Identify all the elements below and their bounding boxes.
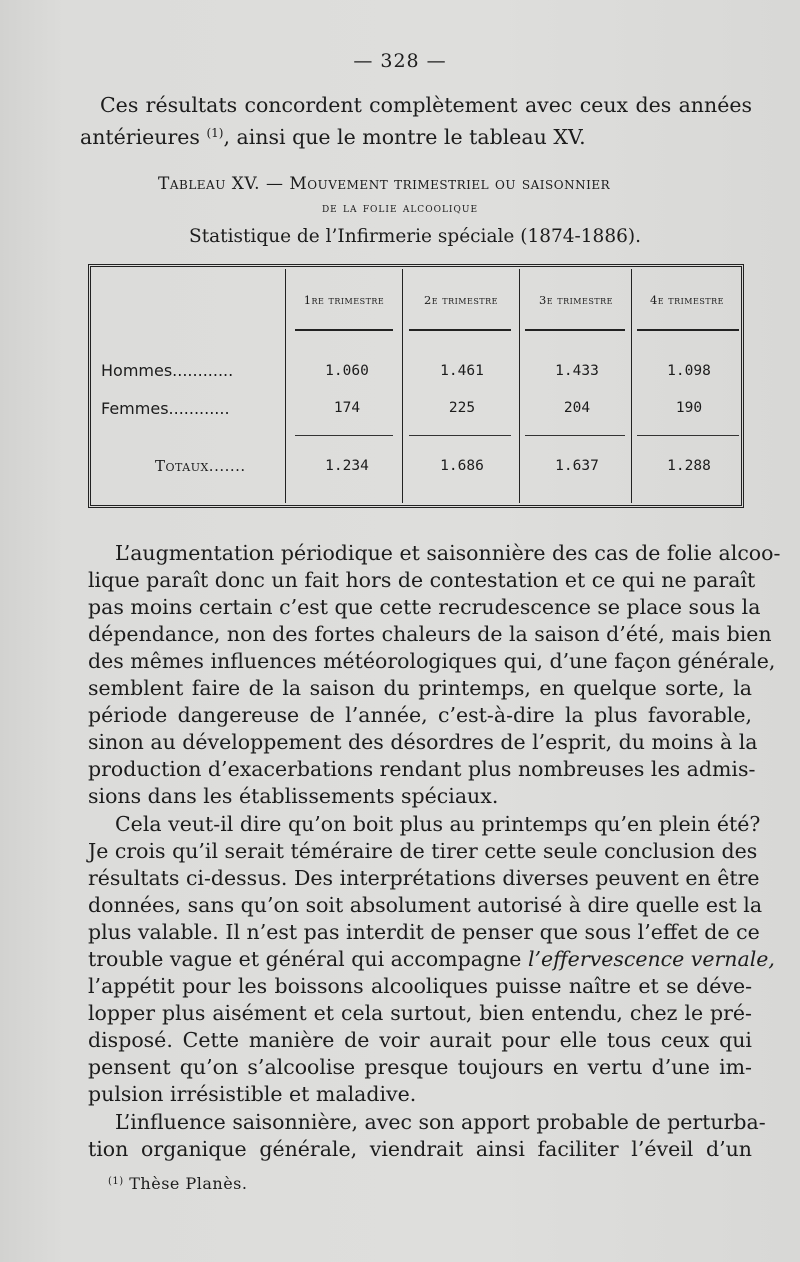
row-label-totaux: Totaux.......: [155, 457, 246, 475]
cell-femmes-t4: 190: [675, 400, 703, 416]
paragraph-1-line: pas moins certain c’est que cette recrudescence se place sous la: [88, 595, 761, 619]
table-caption: [158, 174, 678, 194]
cell-totaux-t1: 1.234: [325, 458, 369, 474]
footnote-mark: (1): [108, 1176, 124, 1187]
header-trimestre-4: 4e trimestre: [649, 293, 725, 307]
paragraph-3-line: L’influence saisonnière, avec son apport probable de perturba-: [115, 1110, 766, 1134]
paragraph-2-line: disposé. Cette manière de voir aurait pour elle tous ceux qui: [88, 1028, 752, 1052]
header-trimestre-3: 3e trimestre: [538, 293, 614, 307]
paragraph-2-line: plus valable. Il n’est pas interdit de penser que sous l’effet de ce: [88, 920, 760, 944]
paragraph-2-text: trouble vague et général qui accompagne: [88, 947, 528, 971]
cell-hommes-t1: 1.060: [325, 363, 369, 379]
table-label: Tableau XV.: [158, 174, 261, 194]
paragraph-3-line: tion organique générale, viendrait ainsi faciliter l’éveil d’un: [88, 1137, 752, 1161]
total-rule: [637, 435, 739, 436]
column-divider: [285, 269, 286, 503]
paragraph-1-line: production d’exacerbations rendant plus nombreuses les admis-: [88, 757, 756, 781]
paragraph-1-line: des mêmes influences météorologiques qui, d’une façon générale,: [88, 649, 776, 673]
intro-line-2-text: antérieures: [80, 125, 207, 149]
column-divider: [631, 269, 632, 503]
paragraph-2-line: lopper plus aisément et cela surtout, bien entendu, chez le pré-: [88, 1001, 752, 1025]
paragraph-1-line: sinon au développement des désordres de l’esprit, du moins à la: [88, 730, 758, 754]
header-rule: [409, 329, 511, 331]
cell-totaux-t2: 1.686: [440, 458, 484, 474]
paragraph-1-line: sions dans les établissements spéciaux.: [88, 784, 499, 808]
table-subtitle: de la folie alcoolique: [321, 200, 479, 216]
paragraph-2-line: résultats ci-dessus. Des interprétations diverses peuvent en être: [88, 866, 760, 890]
footnote: [108, 1174, 247, 1193]
caption-dash: —: [260, 174, 290, 194]
italic-phrase: l’effervescence vernale,: [527, 947, 775, 971]
total-rule: [409, 435, 511, 436]
cell-hommes-t2: 1.461: [440, 363, 484, 379]
paragraph-1-line: période dangereuse de l’année, c’est-à-dire la plus favorable,: [88, 703, 752, 727]
header-rule: [525, 329, 625, 331]
intro-line-2: [80, 120, 752, 150]
intro-line-2-rest: , ainsi que le montre le tableau XV.: [223, 125, 586, 149]
table-title: Mouvement trimestriel ou saisonnier: [289, 174, 611, 194]
table-source: Statistique de l’Infirmerie spéciale (1874-1886).: [189, 226, 641, 247]
cell-femmes-t3: 204: [563, 400, 591, 416]
footnote-ref: (1): [206, 126, 224, 140]
footnote-text: Thèse Planès.: [123, 1174, 248, 1193]
paragraph-1-line: semblent faire de la saison du printemps, en quelque sorte, la: [88, 676, 752, 700]
paragraph-2-line: données, sans qu’on soit absolument autorisé à dire quelle est la: [88, 893, 763, 917]
cell-hommes-t4: 1.098: [667, 363, 711, 379]
cell-hommes-t3: 1.433: [555, 363, 599, 379]
paragraph-1-line: L’augmentation périodique et saisonnière des cas de folie alcoo-: [115, 541, 781, 565]
page-number: — 328 —: [353, 50, 447, 72]
paragraph-2-line: pensent qu’on s’alcoolise presque toujours en vertu d’une im-: [88, 1055, 752, 1079]
paragraph-2-line: Je crois qu’il serait téméraire de tirer cette seule conclusion des: [88, 839, 758, 863]
total-rule: [525, 435, 625, 436]
header-trimestre-1: 1re trimestre: [303, 293, 385, 307]
column-divider: [519, 269, 520, 503]
header-rule: [637, 329, 739, 331]
total-rule: [295, 435, 393, 436]
paragraph-2-line: Cela veut-il dire qu’on boit plus au printemps qu’en plein été?: [115, 812, 761, 836]
statistics-table: [88, 264, 744, 508]
row-label-hommes: Hommes............: [101, 361, 234, 380]
cell-totaux-t3: 1.637: [555, 458, 599, 474]
paragraph-2-line: [88, 946, 775, 972]
cell-femmes-t2: 225: [448, 400, 476, 416]
paragraph-2-line: pulsion irrésistible et maladive.: [88, 1082, 417, 1106]
column-divider: [402, 269, 403, 503]
paragraph-1-line: lique paraît donc un fait hors de contestation et ce qui ne paraît: [88, 568, 756, 592]
intro-line-1: Ces résultats concordent complètement avec ceux des années: [100, 93, 752, 117]
header-rule: [295, 329, 393, 331]
paragraph-1-line: dépendance, non des fortes chaleurs de la saison d’été, mais bien: [88, 622, 772, 646]
row-label-femmes: Femmes............: [101, 399, 230, 418]
cell-totaux-t4: 1.288: [667, 458, 711, 474]
paragraph-2-line: l’appétit pour les boissons alcooliques puisse naître et se déve-: [88, 974, 752, 998]
header-trimestre-2: 2e trimestre: [423, 293, 499, 307]
cell-femmes-t1: 174: [333, 400, 361, 416]
